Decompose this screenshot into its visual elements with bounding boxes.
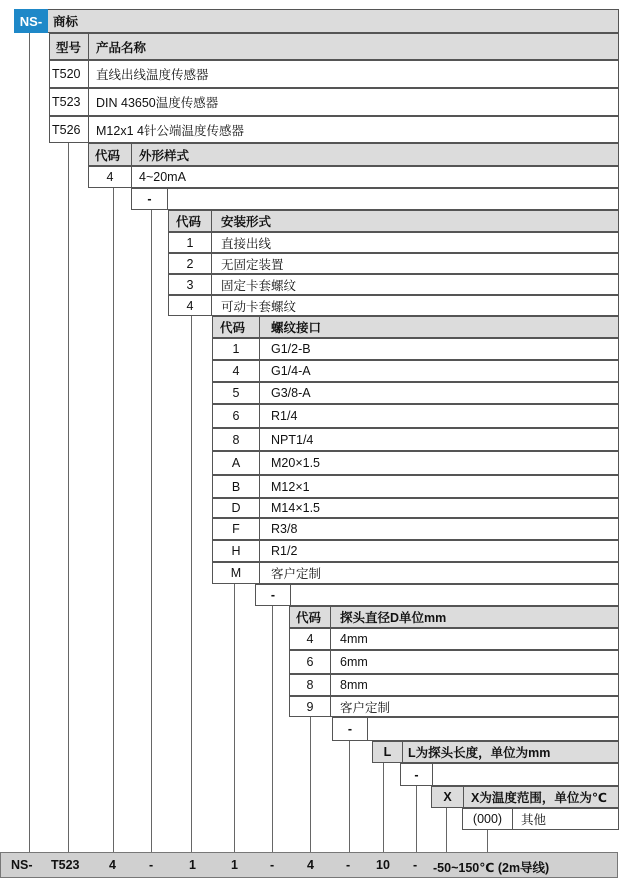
table-row bbox=[168, 253, 619, 274]
connector-line bbox=[29, 33, 30, 852]
connector-line bbox=[68, 143, 69, 852]
thread-header bbox=[212, 316, 619, 338]
thread-code: H bbox=[231, 544, 241, 558]
connector-line bbox=[487, 830, 488, 852]
table-row bbox=[212, 498, 619, 518]
mount-header bbox=[168, 210, 619, 232]
length-code: L bbox=[383, 745, 392, 759]
probe-header-name: 探头直径D单位mm bbox=[340, 611, 447, 625]
table-row bbox=[289, 628, 619, 650]
model-name: DIN 43650温度传感器 bbox=[96, 96, 219, 110]
probe-name: 客户定制 bbox=[340, 700, 391, 715]
table-row bbox=[49, 88, 619, 116]
connector-line bbox=[234, 584, 235, 852]
result-thread: 1 bbox=[231, 858, 238, 872]
probe-header bbox=[289, 606, 619, 628]
table-row bbox=[212, 518, 619, 540]
dash-row bbox=[255, 584, 619, 606]
table-row bbox=[212, 382, 619, 404]
model-code: T523 bbox=[52, 95, 81, 109]
model-header-name: 产品名称 bbox=[96, 40, 147, 55]
thread-name: G1/4-A bbox=[271, 364, 311, 378]
table-row bbox=[212, 428, 619, 451]
probe-name: 6mm bbox=[340, 655, 368, 669]
table-row bbox=[212, 475, 619, 498]
brand-label: 商标 bbox=[53, 15, 79, 29]
model-name: 直线出线温度传感器 bbox=[96, 68, 209, 82]
dash-row bbox=[400, 763, 619, 786]
connector-line bbox=[151, 210, 152, 852]
thread-code: A bbox=[231, 456, 241, 470]
thread-name: G3/8-A bbox=[271, 386, 311, 400]
mount-name: 可动卡套螺纹 bbox=[221, 299, 297, 314]
dash-row bbox=[131, 188, 619, 210]
result-length: 10 bbox=[376, 858, 390, 872]
brand-badge: NS- bbox=[14, 9, 48, 33]
result-output: 4 bbox=[109, 858, 116, 872]
brand-row bbox=[14, 9, 619, 33]
thread-name: M20×1.5 bbox=[271, 456, 320, 470]
mount-code: 4 bbox=[186, 298, 194, 313]
mount-code: 2 bbox=[186, 256, 194, 271]
probe-name: 8mm bbox=[340, 678, 368, 692]
dash-row bbox=[332, 717, 619, 741]
table-row bbox=[212, 338, 619, 360]
table-row bbox=[212, 540, 619, 562]
result-model: T523 bbox=[51, 858, 80, 872]
result-brand: NS- bbox=[11, 858, 33, 872]
table-row bbox=[212, 360, 619, 382]
connector-line bbox=[383, 763, 384, 852]
result-dash: - bbox=[346, 858, 351, 872]
mount-header-name: 安装形式 bbox=[221, 215, 272, 229]
model-name: M12x1 4针公端温度传感器 bbox=[96, 123, 244, 138]
connector-line bbox=[191, 316, 192, 852]
table-row bbox=[212, 562, 619, 584]
thread-name: R3/8 bbox=[271, 522, 298, 536]
result-dash: - bbox=[413, 858, 418, 872]
result-dash: - bbox=[149, 858, 154, 872]
dash-symbol: - bbox=[147, 192, 152, 206]
thread-header-name: 螺纹接口 bbox=[271, 321, 322, 335]
thread-name: M12×1 bbox=[271, 479, 310, 494]
thread-code: D bbox=[231, 501, 241, 515]
connector-line bbox=[446, 808, 447, 852]
probe-name: 4mm bbox=[340, 632, 368, 646]
connector-line bbox=[310, 717, 311, 852]
probe-code: 8 bbox=[306, 678, 314, 692]
dash-symbol: - bbox=[347, 722, 353, 736]
table-row bbox=[168, 295, 619, 316]
result-mount: 1 bbox=[189, 858, 196, 872]
output-name: 4~20mA bbox=[139, 170, 186, 184]
range-other-code: (000) bbox=[472, 812, 503, 826]
range-row bbox=[431, 786, 619, 808]
table-row bbox=[168, 274, 619, 295]
probe-header-code: 代码 bbox=[296, 611, 322, 625]
table-row bbox=[49, 116, 619, 143]
result-range: -50~150℃ (2m导线) bbox=[433, 861, 550, 875]
length-row bbox=[372, 741, 619, 763]
thread-code: 4 bbox=[232, 364, 240, 378]
output-code: 4 bbox=[106, 170, 114, 184]
output-header-name: 外形样式 bbox=[139, 148, 190, 163]
thread-code: F bbox=[232, 522, 240, 536]
table-row bbox=[289, 674, 619, 696]
probe-code: 9 bbox=[306, 699, 314, 714]
model-header-code: 型号 bbox=[56, 40, 82, 55]
thread-code: M bbox=[230, 566, 242, 580]
connector-line bbox=[272, 606, 273, 852]
model-header bbox=[49, 33, 619, 60]
thread-name: G1/2-B bbox=[271, 342, 311, 356]
range-code: X bbox=[443, 790, 452, 804]
table-row bbox=[88, 166, 619, 188]
table-row bbox=[49, 60, 619, 88]
connector-line bbox=[113, 188, 114, 852]
result-dash: - bbox=[270, 858, 275, 872]
mount-code: 1 bbox=[186, 235, 194, 250]
table-row bbox=[289, 696, 619, 717]
table-row bbox=[289, 650, 619, 674]
thread-name: 客户定制 bbox=[271, 567, 322, 581]
output-header-code: 代码 bbox=[95, 148, 121, 163]
thread-header-code: 代码 bbox=[220, 321, 246, 335]
range-other-name: 其他 bbox=[521, 813, 547, 827]
probe-code: 6 bbox=[306, 655, 314, 669]
thread-code: 5 bbox=[232, 386, 240, 400]
result-probe: 4 bbox=[307, 858, 314, 872]
connector-line bbox=[416, 786, 417, 852]
table-row bbox=[212, 451, 619, 475]
length-name: L为探头长度，单位为mm bbox=[408, 746, 551, 760]
output-header bbox=[88, 143, 619, 166]
thread-code: 6 bbox=[232, 409, 240, 423]
thread-name: M14×1.5 bbox=[271, 501, 320, 515]
table-row bbox=[212, 404, 619, 428]
model-code: T526 bbox=[52, 122, 81, 137]
mount-name: 直接出线 bbox=[221, 236, 272, 251]
thread-name: R1/2 bbox=[271, 544, 298, 558]
probe-code: 4 bbox=[306, 632, 314, 646]
dash-symbol: - bbox=[414, 767, 419, 782]
mount-name: 固定卡套螺纹 bbox=[221, 278, 297, 293]
thread-name: NPT1/4 bbox=[271, 432, 314, 447]
thread-code: B bbox=[231, 479, 241, 494]
range-name: X为温度范围，单位为℃ bbox=[471, 791, 607, 805]
mount-name: 无固定装置 bbox=[221, 257, 284, 272]
dash-symbol: - bbox=[270, 588, 276, 602]
thread-code: 1 bbox=[232, 342, 240, 356]
table-row bbox=[462, 808, 619, 830]
table-row bbox=[168, 232, 619, 253]
model-code: T520 bbox=[52, 67, 81, 81]
example-order-code bbox=[0, 852, 618, 878]
mount-header-code: 代码 bbox=[176, 215, 202, 229]
mount-code: 3 bbox=[186, 277, 194, 292]
thread-name: R1/4 bbox=[271, 409, 298, 423]
thread-code: 8 bbox=[232, 432, 240, 447]
connector-line bbox=[349, 741, 350, 852]
